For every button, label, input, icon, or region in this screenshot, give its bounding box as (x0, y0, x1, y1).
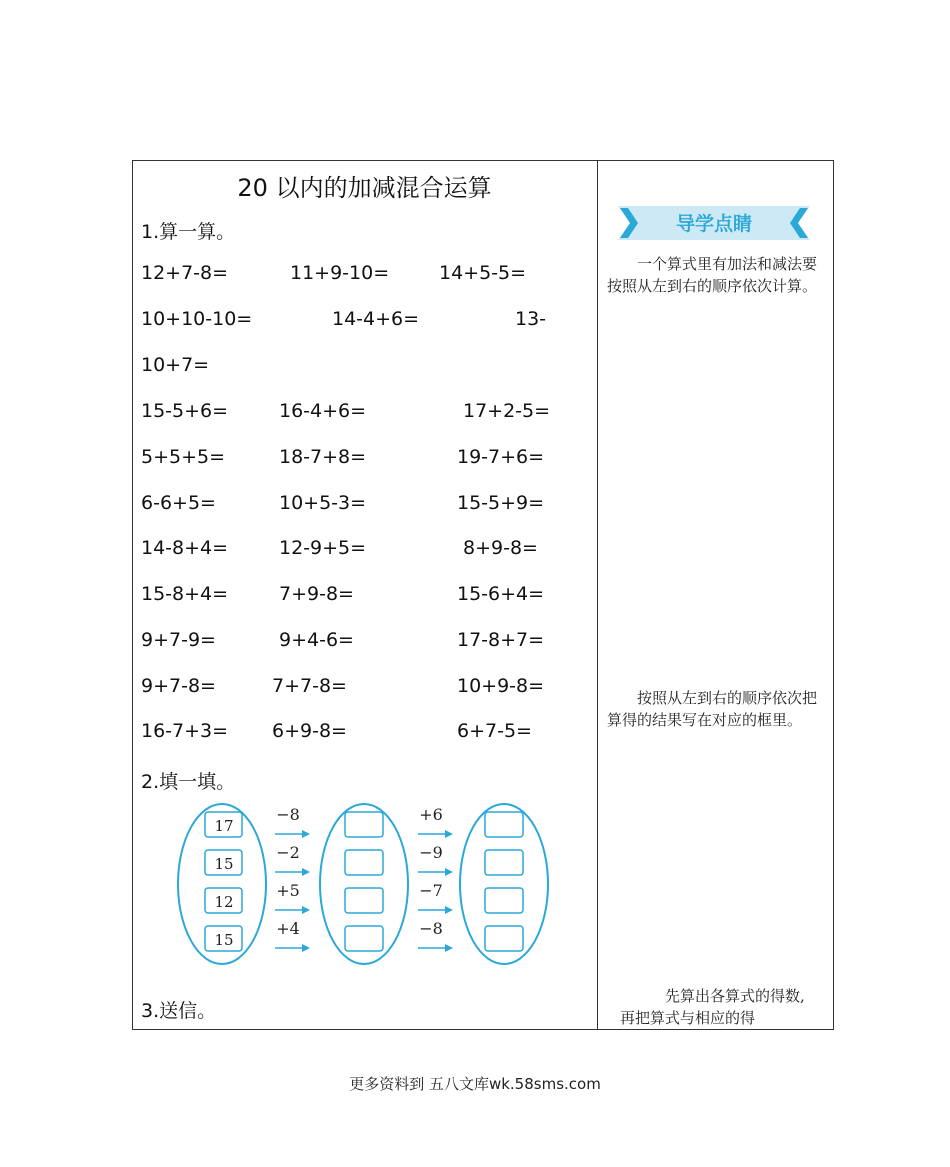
problem-item: 16-7+3= (141, 720, 229, 742)
problem-item: 12-9+5= (279, 537, 367, 559)
operation-label: −7 (419, 881, 443, 900)
problem-item: 15-8+4= (141, 583, 229, 605)
start-number: 15 (214, 855, 234, 873)
answer-box-end (485, 888, 523, 913)
section-3-heading: 3.送信。 (141, 1000, 217, 1022)
section-2-heading: 2.填一填。 (141, 771, 236, 793)
problem-item: 18-7+8= (279, 446, 367, 468)
operation-label: −9 (419, 843, 443, 862)
answer-box-end (485, 850, 523, 875)
problem-item: 14-8+4= (141, 537, 229, 559)
operation-label: +6 (419, 805, 443, 824)
answer-box-middle (345, 926, 383, 951)
tip-2: 按照从左到右的顺序依次把算得的结果写在对应的框里。 (607, 689, 818, 729)
problem-item: 17+2-5= (463, 400, 551, 422)
problem-item: 8+9-8= (463, 537, 538, 559)
problem-item: 10+10-10= (141, 308, 253, 330)
arrow-head (445, 906, 453, 914)
arrow-head (445, 944, 453, 952)
problem-item: 15-6+4= (457, 583, 545, 605)
arrow-head (445, 868, 453, 876)
page-title: 20 以内的加减混合运算 (237, 174, 492, 202)
answer-box-end (485, 812, 523, 837)
operation-label: +5 (276, 881, 300, 900)
problem-item: 15-5+9= (457, 492, 545, 514)
problem-item: 9+7-9= (141, 629, 216, 651)
answer-box-middle (345, 888, 383, 913)
arrow-head (302, 944, 310, 952)
operation-label: −2 (276, 843, 300, 862)
tip-1: 一个算式里有加法和减法要按照从左到右的顺序依次计算。 (607, 255, 818, 295)
operation-label: +4 (276, 919, 300, 938)
column-divider (597, 160, 598, 1030)
start-number: 15 (214, 931, 234, 949)
start-number: 12 (214, 893, 234, 911)
answer-box-end (485, 926, 523, 951)
problem-item: 9+4-6= (279, 629, 354, 651)
section-1-heading: 1.算一算。 (141, 221, 236, 243)
problem-item: 10+9-8= (457, 675, 545, 697)
problem-item: 14+5-5= (439, 262, 527, 284)
problem-item: 9+7-8= (141, 675, 216, 697)
tip-3: 先算出各算式的得数,再把算式与相应的得 (620, 987, 805, 1027)
problem-item: 12+7-8= (141, 262, 229, 284)
problem-item: 13- (515, 308, 547, 330)
problem-item: 5+5+5= (141, 446, 226, 468)
fill-in-diagram (170, 800, 560, 972)
answer-box-middle (345, 850, 383, 875)
problem-item: 16-4+6= (279, 400, 367, 422)
operation-label: −8 (276, 805, 300, 824)
arrow-head (302, 830, 310, 838)
problem-item: 6+7-5= (457, 720, 532, 742)
problem-item: 10+7= (141, 354, 210, 376)
banner-label: 导学点睛 (675, 213, 753, 235)
problem-item: 14-4+6= (332, 308, 420, 330)
problem-item: 17-8+7= (457, 629, 545, 651)
problem-item: 6+9-8= (272, 720, 347, 742)
arrow-head (445, 830, 453, 838)
problem-item: 11+9-10= (290, 262, 390, 284)
start-number: 17 (214, 817, 234, 835)
operation-label: −8 (419, 919, 443, 938)
guide-banner (614, 204, 814, 242)
problem-item: 19-7+6= (457, 446, 545, 468)
problem-item: 10+5-3= (279, 492, 367, 514)
answer-box-middle (345, 812, 383, 837)
problem-item: 6-6+5= (141, 492, 216, 514)
arrow-head (302, 906, 310, 914)
arrow-head (302, 868, 310, 876)
problem-item: 7+7-8= (272, 675, 347, 697)
problem-item: 15-5+6= (141, 400, 229, 422)
footer-note: 更多资料到 五八文库wk.58sms.com (349, 1075, 601, 1093)
problem-item: 7+9-8= (279, 583, 354, 605)
